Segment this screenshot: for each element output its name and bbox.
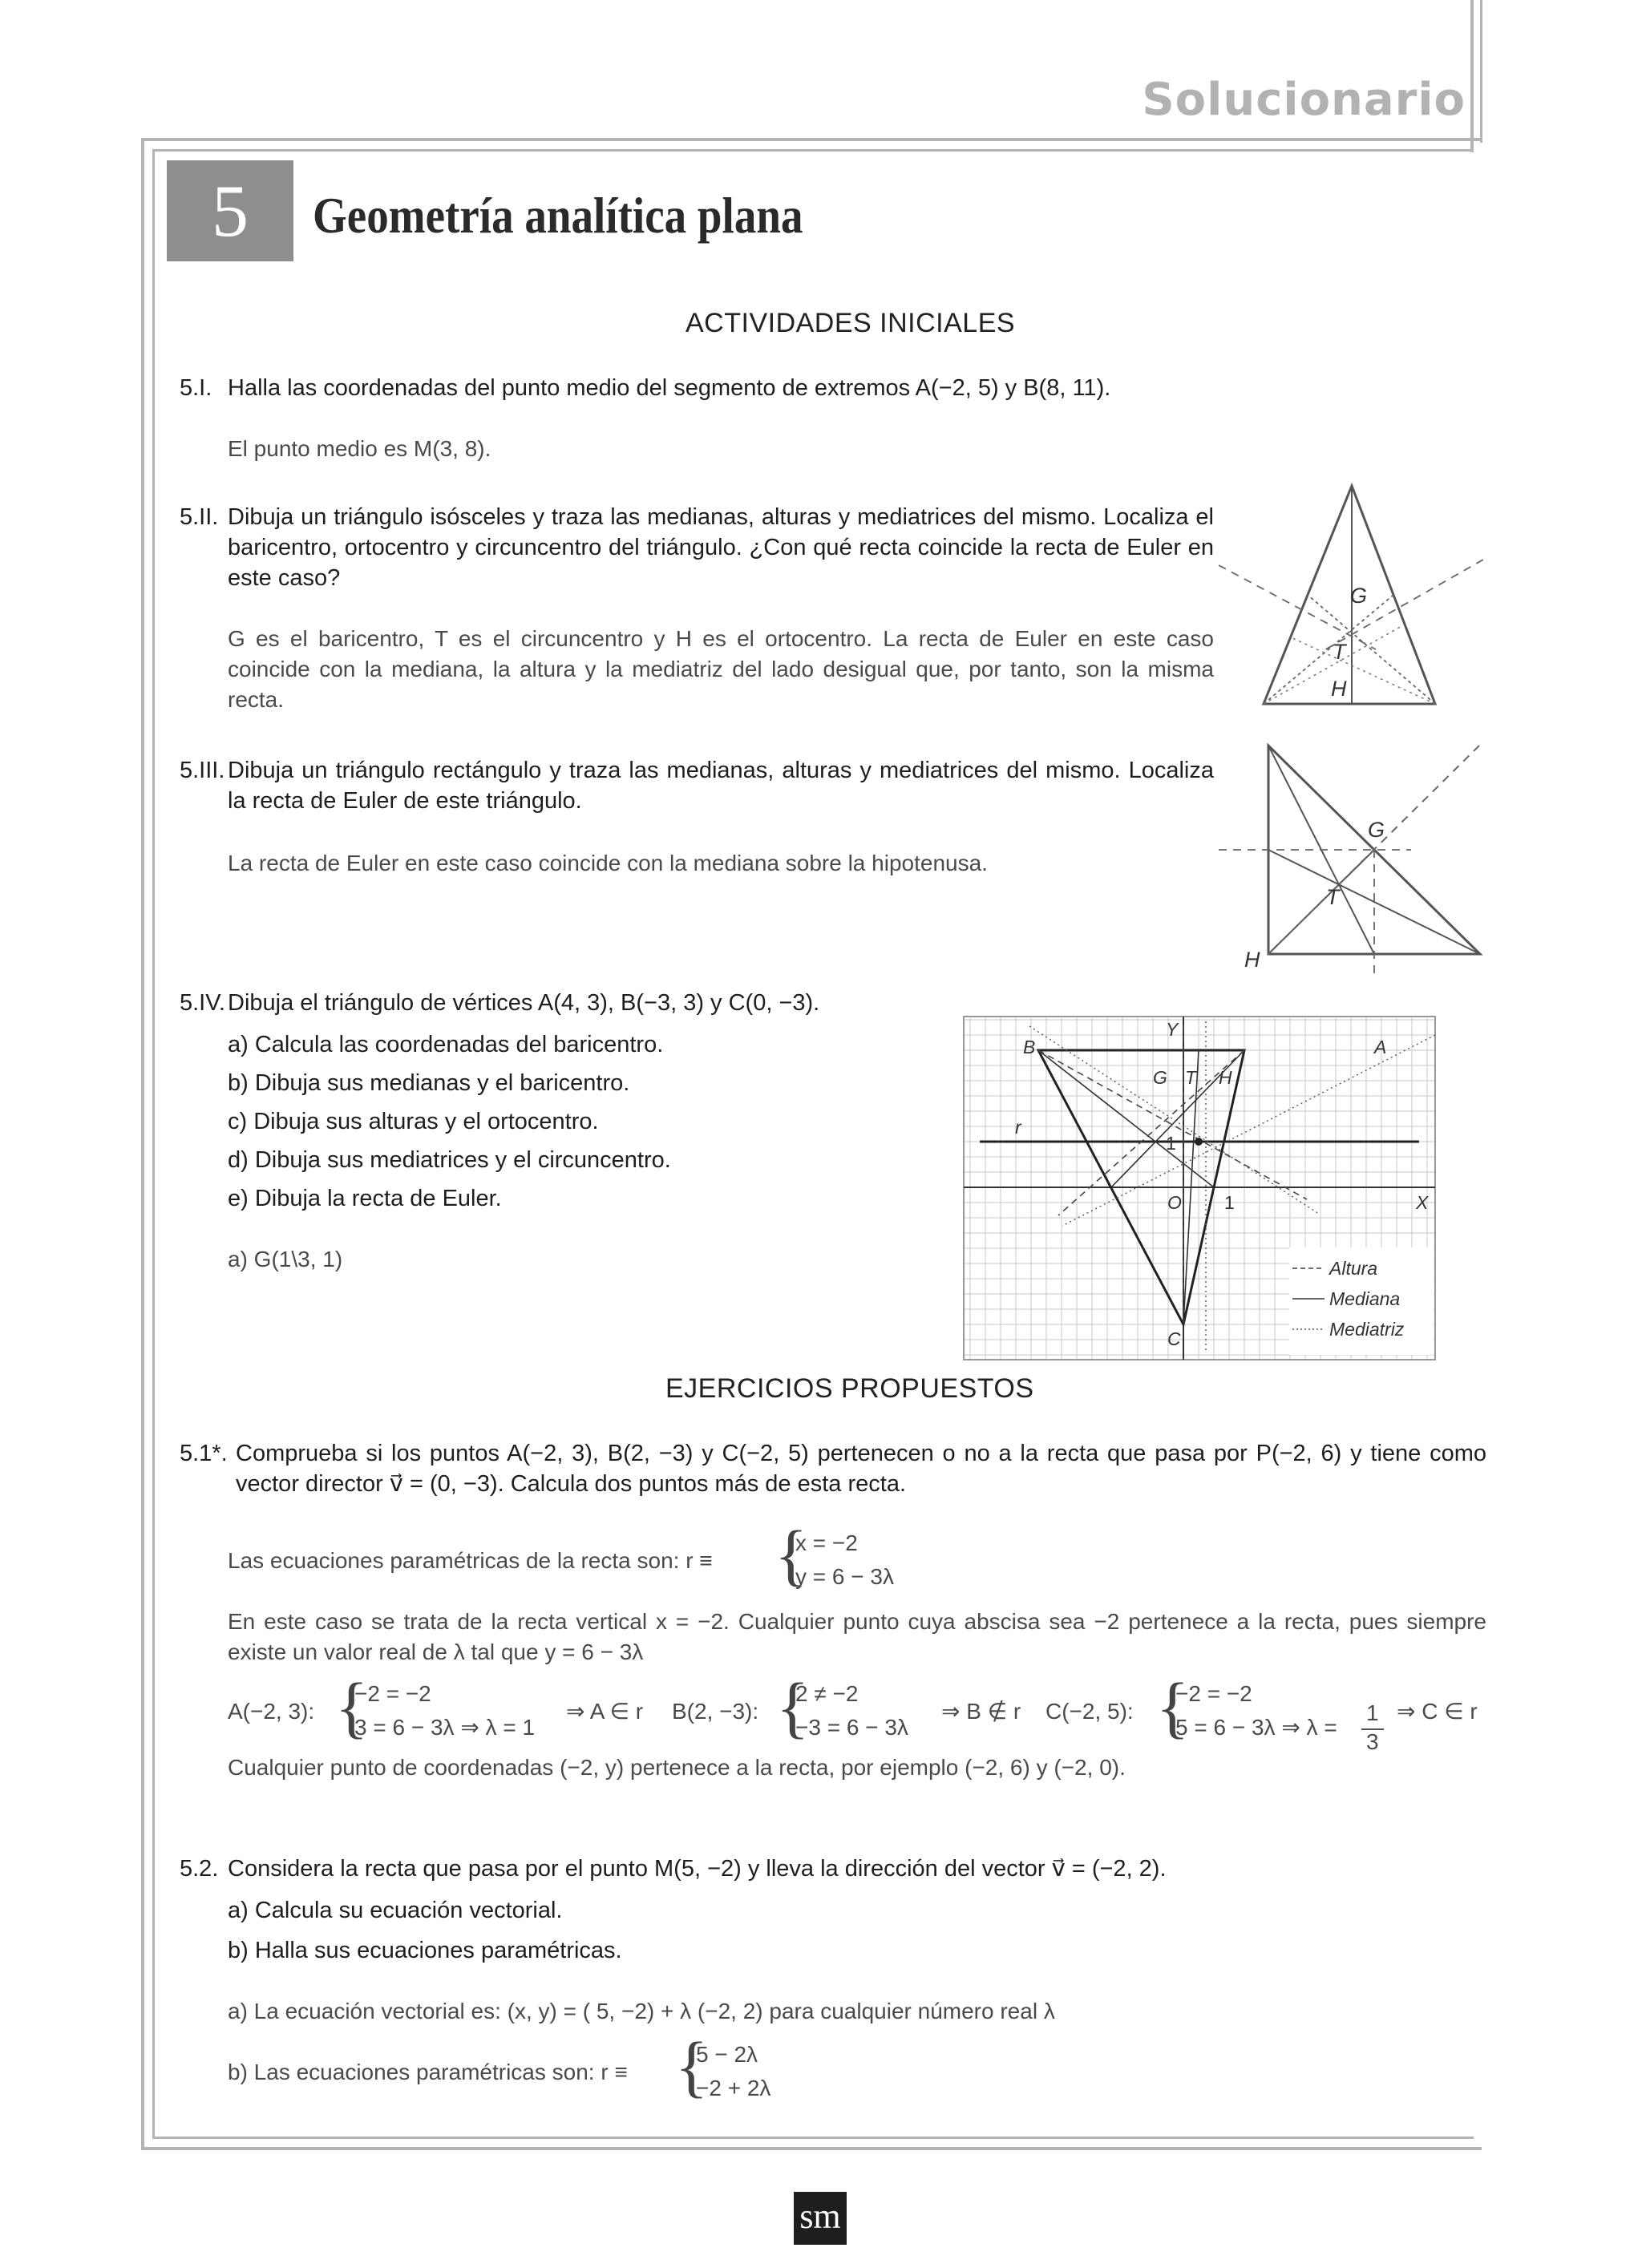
check-B-result: ⇒ B ∉ r	[941, 1699, 1021, 1724]
question-text: Considera la recta que pasa por el punto M(5, −2) y lleva la dirección del vector v⃗ = (−2, 2).	[228, 1856, 1167, 1882]
check-B-line-1: 2 ≠ −2	[795, 1681, 859, 1706]
sub-item: a) Calcula las coordenadas del baricentro.	[228, 1032, 664, 1057]
label-B: B	[1023, 1037, 1036, 1057]
label-one-y: 1	[1166, 1133, 1176, 1154]
sub-item: e) Dibuja la recta de Euler.	[228, 1186, 502, 1211]
check-B-line-2: −3 = 6 − 3λ	[795, 1715, 908, 1740]
brand-title: Solucionario	[1142, 74, 1466, 126]
answer-a: a) La ecuación vectorial es: (x, y) = ( 5, −2) + λ (−2, 2) para cualquier número real λ	[228, 1999, 1055, 2023]
conclusion: Cualquier punto de coordenadas (−2, y) pertenece a la recta, por ejemplo (−2, 6) y (−2, 0).	[228, 1755, 1126, 1780]
answer-text: El punto medio es M(3, 8).	[228, 436, 491, 461]
check-A-line-1: −2 = −2	[354, 1681, 431, 1706]
question-number: 5.2.	[180, 1856, 219, 1882]
coordinate-grid-figure	[962, 1015, 1437, 1361]
sub-item: a) Calcula su ecuación vectorial.	[228, 1898, 563, 1923]
question-text: Dibuja un triángulo rectángulo y traza las medianas, alturas y mediatrices del mismo. Localiza la recta de Euler de este triángulo.	[228, 758, 1214, 814]
chapter-title: Geometría analítica plana	[313, 187, 803, 244]
check-A-label: A(−2, 3):	[228, 1699, 315, 1724]
question-number: 5.I.	[180, 375, 212, 401]
brace: {	[335, 1668, 369, 1745]
legend-mediatriz: Mediatriz	[1329, 1319, 1405, 1340]
label-H: H	[1244, 948, 1260, 972]
param-line-2: y = 6 − 3λ	[795, 1564, 894, 1589]
bisector	[1029, 1026, 1319, 1214]
explanation: En este caso se trata de la recta vertical x = −2. Cualquier punto cuya abscisa sea −2 pertenece a la recta, pues siempre existe un valor real de λ tal que y = 6 − 3λ	[228, 1609, 1486, 1664]
question-text: Halla las coordenadas del punto medio del segmento de extremos A(−2, 5) y B(8, 11).	[228, 375, 1111, 401]
label-O: O	[1167, 1192, 1182, 1213]
label-T: T	[1185, 1067, 1197, 1088]
frame-outer-right	[1470, 0, 1474, 152]
brace: {	[1156, 1668, 1190, 1745]
answer-text: G es el baricentro, T es el circuncentro y H es el ortocentro. La recta de Euler en este caso coincide con la mediana, la altura y la mediatriz del lado desigual que, por tanto, son la misma recta.	[228, 626, 1214, 712]
answer-text: La recta de Euler en este caso coincide con la mediana sobre la hipotenusa.	[228, 851, 988, 875]
triangle	[1264, 486, 1435, 704]
label-A: A	[1374, 1037, 1387, 1057]
fraction-denominator: 3	[1366, 1729, 1379, 1754]
euler-points	[1195, 1138, 1203, 1146]
label-r: r	[1015, 1117, 1021, 1138]
brace: {	[774, 1516, 808, 1593]
frame-left	[141, 138, 144, 2150]
label-one-x: 1	[1224, 1192, 1235, 1213]
frame-bottom-inner	[152, 2137, 1474, 2139]
brace: {	[776, 1668, 810, 1745]
frame-bottom	[141, 2147, 1482, 2150]
check-C-line-1: −2 = −2	[1175, 1681, 1252, 1706]
isosceles-triangle-figure	[1219, 481, 1483, 714]
altitude	[1323, 560, 1483, 651]
question-number: 5.IV.	[180, 990, 225, 1016]
sub-item: c) Dibuja sus alturas y el ortocentro.	[228, 1109, 599, 1134]
bisector	[1062, 1035, 1435, 1226]
question-text: Comprueba si los puntos A(−2, 3), B(2, −3) y C(−2, 5) pertenecen o no a la recta que pasa por P(−2, 6) y tiene como vector director v⃗ = (0, −3). Calcula dos puntos más de esta recta.	[236, 1441, 1486, 1497]
label-G: G	[1368, 818, 1385, 842]
right-triangle-figure	[1219, 738, 1491, 978]
label-G: G	[1350, 584, 1368, 608]
legend-mediana: Mediana	[1329, 1288, 1401, 1309]
altitude	[1058, 1050, 1244, 1215]
answer-b-label: b) Las ecuaciones paramétricas son: r ≡	[228, 2060, 628, 2084]
check-A-result: ⇒ A ∈ r	[566, 1699, 644, 1724]
answer-b-line-1: 5 − 2λ	[696, 2042, 758, 2067]
median	[1264, 595, 1393, 704]
fraction-numerator: 1	[1366, 1700, 1379, 1725]
answer-b-line-2: −2 + 2λ	[696, 2076, 771, 2100]
check-C-label: C(−2, 5):	[1045, 1699, 1134, 1724]
param-line-1: x = −2	[795, 1530, 858, 1555]
frame-inner-right	[1480, 0, 1482, 143]
frame-top	[141, 138, 1482, 141]
check-C-line-2: 5 = 6 − 3λ ⇒ λ =	[1175, 1715, 1337, 1740]
publisher-logo: sm	[794, 2192, 847, 2245]
sub-item: b) Halla sus ecuaciones paramétricas.	[228, 1938, 622, 1963]
sub-item: d) Dibuja sus mediatrices y el circuncentro.	[228, 1147, 671, 1173]
label-X: X	[1416, 1192, 1429, 1213]
label-T: T	[1326, 885, 1340, 909]
label-H: H	[1219, 1067, 1232, 1088]
check-A-line-2: 3 = 6 − 3λ ⇒ λ = 1	[354, 1715, 536, 1740]
check-B-label: B(2, −3):	[672, 1699, 759, 1724]
question-number: 5.III.	[180, 758, 225, 783]
sub-item: b) Dibuja sus medianas y el baricentro.	[228, 1070, 630, 1096]
frame-top-inner	[152, 149, 1474, 152]
check-C-result: ⇒ C ∈ r	[1397, 1699, 1478, 1724]
question-text: Dibuja un triángulo isósceles y traza las medianas, alturas y mediatrices del mismo. Localiza el baricentro, ortocentro y circuncentro del triángulo. ¿Con qué recta coincide la recta de Euler en este caso?	[228, 504, 1214, 591]
question-number: 5.1*.	[180, 1441, 228, 1466]
brace: {	[675, 2027, 709, 2104]
section-heading-initial: ACTIVIDADES INICIALES	[686, 308, 1016, 338]
section-heading-proposed: EJERCICIOS PROPUESTOS	[665, 1373, 1034, 1404]
chapter-number: 5	[167, 160, 293, 261]
label-T: T	[1333, 640, 1346, 664]
label-H: H	[1331, 677, 1347, 701]
param-label: Las ecuaciones paramétricas de la recta son: r ≡	[228, 1548, 713, 1573]
label-C: C	[1167, 1328, 1181, 1349]
question-text: Dibuja el triángulo de vértices A(4, 3), B(−3, 3) y C(0, −3).	[228, 990, 820, 1016]
label-G: G	[1153, 1067, 1167, 1088]
legend-altura: Altura	[1329, 1258, 1378, 1279]
frame-left-inner	[152, 149, 155, 2139]
question-number: 5.II.	[180, 504, 219, 530]
answer-text: a) G(1\3, 1)	[228, 1247, 343, 1271]
label-Y: Y	[1166, 1019, 1179, 1040]
